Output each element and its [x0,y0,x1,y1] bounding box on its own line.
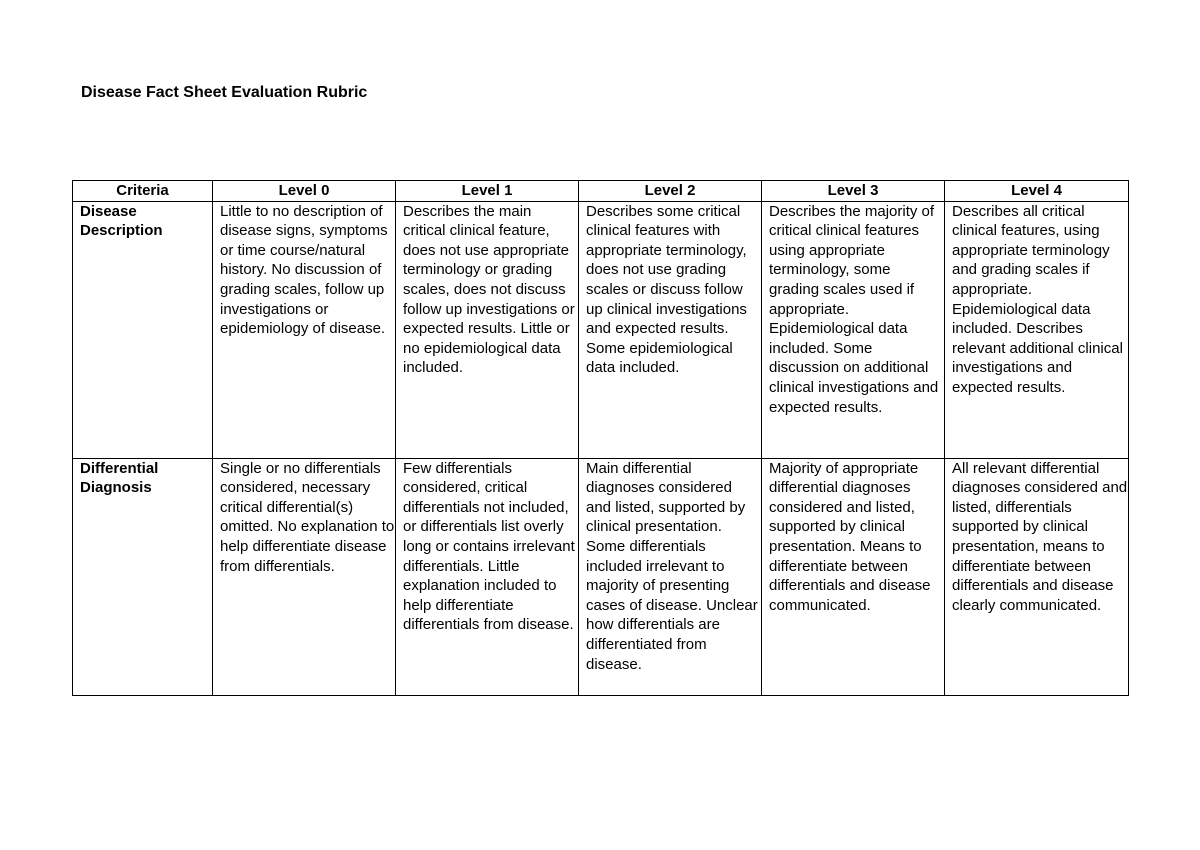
level-4-text: Describes all critical clinical features, using appropriate terminology and grading scales if appropriate. Epidemiological data included. Describes relevant additional clinical investigations and expected results. [952,202,1123,396]
criteria-label: Differential Diagnosis [80,459,159,497]
level-0-cell [213,458,396,695]
header-level-3: Level 3 [762,181,945,202]
level-3-text: Majority of appropriate differential diagnoses considered and listed, supported by clinical presentation. Means to differentiate between differentials and disease communicated. [769,459,931,614]
level-1-cell [396,201,579,458]
header-criteria: Criteria [73,181,213,202]
level-2-text: Main differential diagnoses considered and listed, supported by clinical presentation. Some differentials included irrelevant to majority of presenting cases of disease. Unclear how differentials are differentiated from disease. [586,459,758,673]
header-level-0: Level 0 [213,181,396,202]
level-3-cell [762,458,945,695]
rubric-table [72,180,1129,696]
table-row-differential-diagnosis [73,458,1129,695]
level-4-cell [945,458,1129,695]
level-0-cell [213,201,396,458]
level-2-text: Describes some critical clinical features with appropriate terminology, does not use grading scales or discuss follow up clinical investigations and expected results. Some epidemiological data included. [586,202,747,377]
level-4-text: All relevant differential diagnoses considered and listed, differentials supported by clinical presentation, means to differentiate between differentials and disease clearly communicated. [952,459,1128,614]
level-1-text: Few differentials considered, critical differentials not included, or differentials list overly long or contains irrelevant differentials. Little explanation included to help differentiate differentials from disease. [403,459,575,634]
level-2-cell [579,201,762,458]
level-1-cell [396,458,579,695]
level-4-cell [945,201,1129,458]
level-1-text: Describes the main critical clinical feature, does not use appropriate terminology or grading scales, does not discuss follow up investigations or expected results. Little or no epidemiological data included. [403,202,575,377]
criteria-label: Disease Description [80,202,163,240]
level-0-text: Single or no differentials considered, necessary critical differential(s) omitted. No explanation to help differentiate disease from differentials. [220,459,395,575]
header-level-4: Level 4 [945,181,1129,202]
table-row-disease-description [73,201,1129,458]
level-3-text: Describes the majority of critical clinical features using appropriate terminology, some grading scales used if appropriate. Epidemiological data included. Some discussion on additional clinical investigations and expected results. [769,202,939,416]
criteria-cell [73,201,213,458]
level-2-cell [579,458,762,695]
header-level-1: Level 1 [396,181,579,202]
header-level-2: Level 2 [579,181,762,202]
level-0-text: Little to no description of disease signs, symptoms or time course/natural history. No discussion of grading scales, follow up investigations or epidemiology of disease. [220,202,388,338]
header-row [73,181,1129,202]
document-title: Disease Fact Sheet Evaluation Rubric [81,84,368,101]
criteria-cell [73,458,213,695]
level-3-cell [762,201,945,458]
